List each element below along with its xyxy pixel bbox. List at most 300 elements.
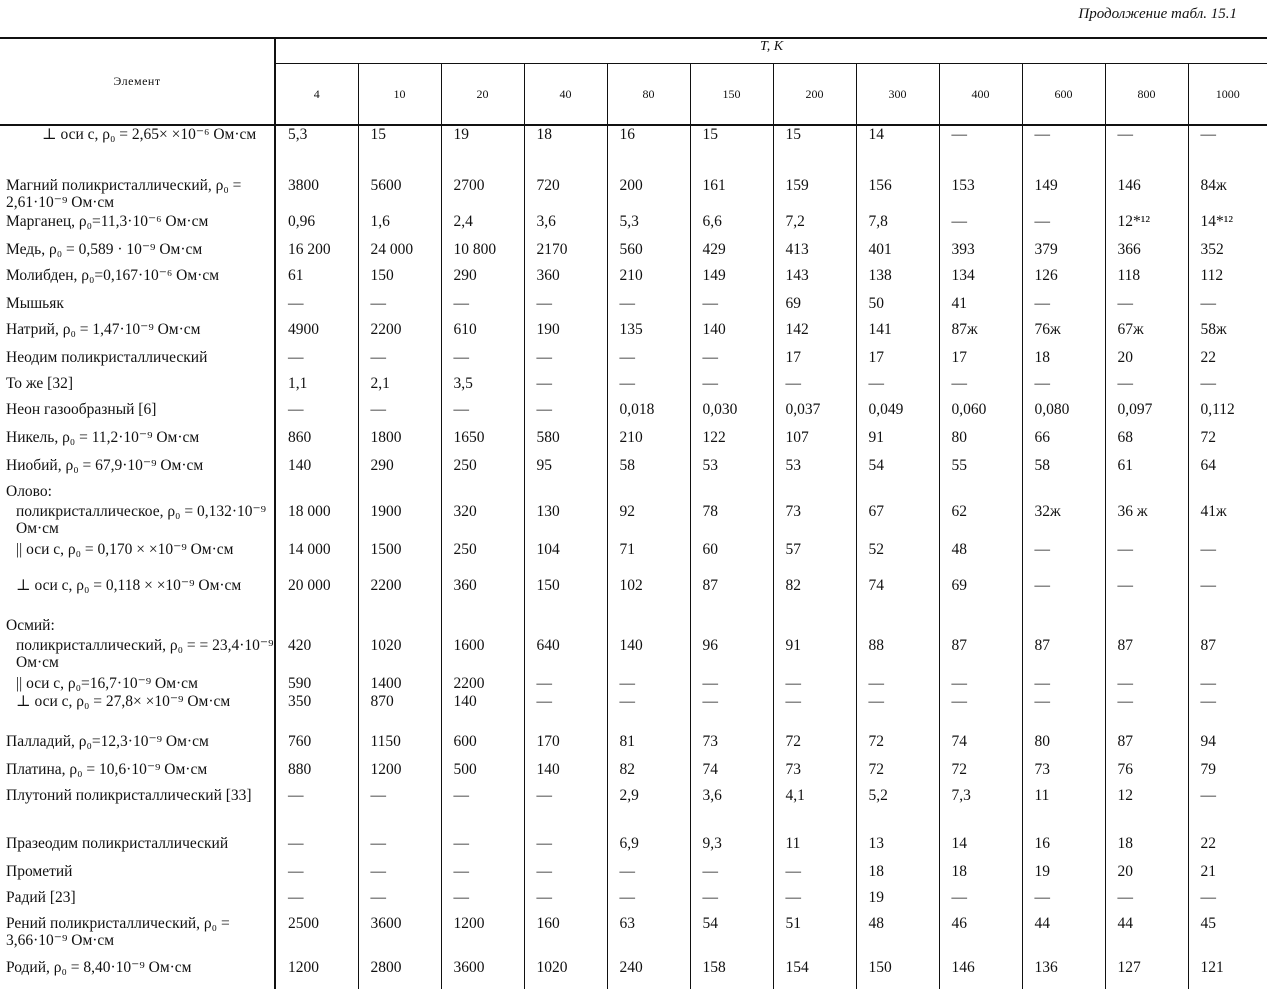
value-cell: 320 [441,503,524,541]
value-cell: — [358,787,441,835]
table-row [0,429,1267,457]
value-cell: 1150 [358,733,441,761]
value-cell: 1,6 [358,213,441,241]
value-cell: 290 [358,457,441,483]
value-cell: 760 [275,733,358,761]
value-cell: 560 [607,241,690,267]
value-cell: — [275,787,358,835]
value-cell: 18 000 [275,503,358,541]
value-cell: 4900 [275,321,358,349]
value-cell: 87 [1105,637,1188,675]
value-cell: 80 [939,429,1022,457]
value-cell: — [1022,375,1105,401]
value-cell: 142 [773,321,856,349]
value-cell: — [856,693,939,733]
value-cell: 50 [856,295,939,321]
value-cell: 500 [441,761,524,787]
value-cell: 0,96 [275,213,358,241]
value-cell: — [690,675,773,693]
value-cell [1022,483,1105,503]
value-cell [1105,617,1188,637]
value-cell: 121 [1200,959,1224,976]
value-cell: 94 [1200,733,1216,750]
value-cell: 7,3 [939,787,1022,835]
value-cell: 610 [441,321,524,349]
value-cell: — [939,125,1022,177]
value-cell: 149 [690,267,773,295]
value-cell: 4,1 [773,787,856,835]
value-cell: 72 [939,761,1022,787]
value-cell: 150 [524,577,607,617]
value-cell: 91 [773,637,856,675]
value-cell: 48 [856,915,939,959]
value-cell: 72 [773,733,856,761]
value-cell: 2,1 [358,375,441,401]
value-cell: — [358,835,441,863]
value-cell: — [607,889,690,915]
value-cell: 360 [441,577,524,617]
value-cell: 16 [607,125,690,177]
value-cell: — [607,295,690,321]
value-cell: 5600 [358,177,441,213]
value-cell: — [939,675,1022,693]
value-cell: — [1200,693,1216,710]
value-cell: 146 [939,959,1022,989]
value-cell: 66 [1022,429,1105,457]
value-cell: 104 [524,541,607,577]
value-cell: 74 [856,577,939,617]
value-cell: 150 [358,267,441,295]
value-cell: 18 [1022,349,1105,375]
value-cell: 51 [773,915,856,959]
value-cell: 107 [773,429,856,457]
value-cell: — [1105,693,1188,733]
value-cell: — [1022,675,1105,693]
value-cell: 68 [1105,429,1188,457]
value-cell: 1900 [358,503,441,541]
value-cell: 36 ж [1105,503,1188,541]
value-cell: — [441,401,524,429]
value-cell: 126 [1022,267,1105,295]
value-cell: — [275,835,358,863]
value-cell: 74 [939,733,1022,761]
value-cell: — [441,835,524,863]
temperature-column-header: 20 [441,64,524,126]
value-cell: 72 [856,761,939,787]
value-cell: 13 [856,835,939,863]
element-name-cell: Мышьяк [0,295,275,321]
value-cell: 73 [773,503,856,541]
value-cell: 87 [939,637,1022,675]
value-cell: — [939,375,1022,401]
value-cell: 150 [856,959,939,989]
value-cell: 10 800 [441,241,524,267]
value-cell: 22 [1200,349,1216,366]
value-cell [524,617,607,637]
value-cell: 95 [524,457,607,483]
value-cell: — [607,675,690,693]
value-cell: — [690,693,773,733]
value-cell: — [524,375,607,401]
value-cell: 2170 [524,241,607,267]
table-row [0,761,1267,787]
value-cell: 140 [524,761,607,787]
temperature-header: T, К [275,38,1267,64]
value-cell: — [1022,577,1105,617]
value-cell: 15 [358,125,441,177]
value-cell: — [1200,675,1216,692]
value-cell: 12*¹² [1105,213,1188,241]
value-cell: 61 [1105,457,1188,483]
value-cell: 20 000 [275,577,358,617]
value-cell: — [690,375,773,401]
table-row [0,889,1267,915]
value-cell: 136 [1022,959,1105,989]
value-cell: — [1022,541,1105,577]
value-cell: 0,112 [1200,401,1235,418]
table-row [0,267,1267,295]
value-cell: 210 [607,267,690,295]
value-cell: — [773,675,856,693]
value-cell: 19 [856,889,939,915]
value-cell: 14 [939,835,1022,863]
element-name-cell: То же [32] [0,375,275,401]
value-cell: 160 [524,915,607,959]
table-row [0,959,1267,989]
value-cell: — [358,295,441,321]
value-cell: 41ж [1200,503,1227,520]
value-cell: 11 [1022,787,1105,835]
value-cell: 78 [690,503,773,541]
value-cell: — [1105,541,1188,577]
value-cell: 401 [856,241,939,267]
value-cell: 17 [856,349,939,375]
value-cell: 130 [524,503,607,541]
value-cell: 84ж [1200,177,1227,194]
value-cell: 880 [275,761,358,787]
value-cell: 18 [524,125,607,177]
temperature-column-header: 300 [856,64,939,126]
value-cell: — [1200,541,1216,558]
value-cell: 1200 [275,959,358,989]
value-cell: 48 [939,541,1022,577]
value-cell: 5,3 [275,125,358,177]
value-cell: 102 [607,577,690,617]
value-cell: 67ж [1105,321,1188,349]
value-cell: 3,6 [690,787,773,835]
value-cell: 91 [856,429,939,457]
element-name-cell: Марганец, ρ₀=11,3·10⁻⁶ Ом·см [0,213,275,241]
table-row [0,375,1267,401]
value-cell: 158 [690,959,773,989]
value-cell: 580 [524,429,607,457]
value-cell: 143 [773,267,856,295]
value-cell: 360 [524,267,607,295]
element-name-cell: ⊥ оси c, ρ₀ = 27,8× ×10⁻⁹ Ом·см [0,693,275,733]
value-cell [690,483,773,503]
value-cell: 61 [275,267,358,295]
value-cell: 3,5 [441,375,524,401]
value-cell: 2800 [358,959,441,989]
value-cell: 2,4 [441,213,524,241]
table-row [0,125,1267,177]
value-cell: 87 [690,577,773,617]
element-name-cell: Рений поликристаллический, ρ₀ = 3,66·10⁻⁹ Ом·см [0,915,275,959]
value-cell: 250 [441,541,524,577]
element-name-cell: Прометий [0,863,275,889]
element-name-cell: ⊥ оси c, ρ₀ = 0,118 × ×10⁻⁹ Ом·см [0,577,275,617]
value-cell: 87 [1022,637,1105,675]
temperature-column-header: 150 [690,64,773,126]
value-cell: 45 [1200,915,1216,932]
value-cell: 2,9 [607,787,690,835]
element-column-header: Элемент [0,38,275,125]
value-cell: 3600 [441,959,524,989]
value-cell: 161 [690,177,773,213]
value-cell: 413 [773,241,856,267]
temperature-column-header: 200 [773,64,856,126]
value-cell: 290 [441,267,524,295]
table-row [0,617,1267,637]
element-name-cell: Платина, ρ₀ = 10,6·10⁻⁹ Ом·см [0,761,275,787]
value-cell: 156 [856,177,939,213]
element-name-cell: Ниобий, ρ₀ = 67,9·10⁻⁹ Ом·см [0,457,275,483]
element-name-cell: Осмий: [0,617,275,637]
value-cell: 1020 [524,959,607,989]
value-cell: — [275,295,358,321]
table-row [0,915,1267,959]
value-cell: 170 [524,733,607,761]
value-cell: 67 [856,503,939,541]
value-cell: 366 [1105,241,1188,267]
value-cell: — [1022,295,1105,321]
value-cell: 79 [1200,761,1216,778]
value-cell: — [524,675,607,693]
value-cell: 240 [607,959,690,989]
value-cell: — [607,693,690,733]
value-cell: 0,037 [773,401,856,429]
value-cell: 72 [856,733,939,761]
value-cell: 74 [690,761,773,787]
value-cell: 154 [773,959,856,989]
value-cell: — [524,787,607,835]
value-cell: 6,9 [607,835,690,863]
value-cell: 21 [1200,863,1216,880]
value-cell: 7,8 [856,213,939,241]
value-cell: 0,060 [939,401,1022,429]
value-cell: 73 [690,733,773,761]
element-name-cell: Никель, ρ₀ = 11,2·10⁻⁹ Ом·см [0,429,275,457]
table-row [0,457,1267,483]
value-cell: — [773,889,856,915]
value-cell: 2200 [358,321,441,349]
value-cell [856,617,939,637]
value-cell [1022,617,1105,637]
temperature-column-header: 400 [939,64,1022,126]
value-cell [690,617,773,637]
table-row [0,863,1267,889]
value-cell: — [358,349,441,375]
value-cell: — [441,863,524,889]
temperature-column-header: 600 [1022,64,1105,126]
value-cell: 2200 [358,577,441,617]
value-cell: 2500 [275,915,358,959]
value-cell: 53 [690,457,773,483]
table-row [0,177,1267,213]
value-cell: — [1200,787,1216,804]
value-cell: — [441,889,524,915]
value-cell: — [690,889,773,915]
value-cell: 44 [1022,915,1105,959]
value-cell: 3,6 [524,213,607,241]
value-cell: — [607,375,690,401]
element-name-cell: Неон газообразный [6] [0,401,275,429]
value-cell: 96 [690,637,773,675]
value-cell: 200 [607,177,690,213]
value-cell: — [1022,213,1105,241]
value-cell: — [524,863,607,889]
value-cell: 73 [1022,761,1105,787]
value-cell: 15 [690,125,773,177]
value-cell: 54 [690,915,773,959]
value-cell: 9,3 [690,835,773,863]
value-cell: 76ж [1022,321,1105,349]
value-cell: — [358,889,441,915]
value-cell: 1200 [441,915,524,959]
element-name-cell: Олово: [0,483,275,503]
value-cell: 210 [607,429,690,457]
value-cell: 429 [690,241,773,267]
value-cell: — [856,375,939,401]
value-cell: 0,049 [856,401,939,429]
value-cell [358,617,441,637]
value-cell: 5,3 [607,213,690,241]
value-cell [358,483,441,503]
value-cell: 250 [441,457,524,483]
value-cell: — [1022,889,1105,915]
element-name-cell: поликристаллический, ρ₀ = = 23,4·10⁻⁹ Ом·см [0,637,275,675]
table-row [0,541,1267,577]
value-cell: 720 [524,177,607,213]
value-cell: 352 [1200,241,1224,258]
table-row [0,401,1267,429]
temperature-column-header: 80 [607,64,690,126]
table-row [0,503,1267,541]
value-cell: 18 [856,863,939,889]
value-cell: 14 [856,125,939,177]
value-cell: 81 [607,733,690,761]
value-cell: 1500 [358,541,441,577]
value-cell: 69 [939,577,1022,617]
value-cell: 62 [939,503,1022,541]
value-cell: 122 [690,429,773,457]
value-cell: 153 [939,177,1022,213]
value-cell: 0,030 [690,401,773,429]
value-cell: 87ж [939,321,1022,349]
element-name-cell: || оси c, ρ₀ = 0,170 × ×10⁻⁹ Ом·см [0,541,275,577]
value-cell: 5,2 [856,787,939,835]
value-cell: 20 [1105,349,1188,375]
value-cell [524,483,607,503]
value-cell: 12 [1105,787,1188,835]
value-cell: 6,6 [690,213,773,241]
element-name-cell: поликристаллическое, ρ₀ = 0,132·10⁻⁹ Ом·см [0,503,275,541]
value-cell: 127 [1105,959,1188,989]
table-row [0,349,1267,375]
value-cell: — [441,787,524,835]
value-cell: 135 [607,321,690,349]
value-cell: 64 [1200,457,1216,474]
value-cell: 1800 [358,429,441,457]
value-cell: 19 [441,125,524,177]
value-cell [939,617,1022,637]
value-cell: 82 [607,761,690,787]
value-cell [856,483,939,503]
value-cell: — [524,401,607,429]
element-name-cell: Плутоний поликристаллический [33] [0,787,275,835]
value-cell: 146 [1105,177,1188,213]
value-cell: 52 [856,541,939,577]
value-cell: 69 [773,295,856,321]
value-cell [1105,483,1188,503]
value-cell: 870 [358,693,441,733]
value-cell: — [1105,889,1188,915]
value-cell: — [441,349,524,375]
value-cell: 141 [856,321,939,349]
value-cell: — [1105,125,1188,177]
value-cell [773,617,856,637]
value-cell: 140 [275,457,358,483]
value-cell [939,483,1022,503]
value-cell: — [524,693,607,733]
table-row [0,295,1267,321]
value-cell: 71 [607,541,690,577]
temperature-column-header: 800 [1105,64,1188,126]
value-cell: 11 [773,835,856,863]
value-cell: 190 [524,321,607,349]
value-cell: 58ж [1200,321,1227,338]
value-cell: — [939,213,1022,241]
table-row [0,241,1267,267]
value-cell: 860 [275,429,358,457]
temperature-column-header: 1000 [1188,64,1267,126]
table-row [0,483,1267,503]
value-cell: — [939,693,1022,733]
value-cell: 2700 [441,177,524,213]
value-cell: 1200 [358,761,441,787]
table-row [0,321,1267,349]
temperature-column-header: 40 [524,64,607,126]
resistivity-table [0,37,1267,989]
value-cell: 55 [939,457,1022,483]
value-cell: — [524,835,607,863]
value-cell: 140 [690,321,773,349]
value-cell: 159 [773,177,856,213]
value-cell: — [1105,577,1188,617]
value-cell: 640 [524,637,607,675]
value-cell: 60 [690,541,773,577]
element-name-cell: Натрий, ρ₀ = 1,47·10⁻⁹ Ом·см [0,321,275,349]
value-cell: 16 [1022,835,1105,863]
value-cell: — [856,675,939,693]
value-cell: — [524,349,607,375]
element-name-cell: || оси c, ρ₀=16,7·10⁻⁹ Ом·см [0,675,275,693]
value-cell: 14 000 [275,541,358,577]
value-cell: 44 [1105,915,1188,959]
value-cell: — [773,863,856,889]
value-cell: 18 [1105,835,1188,863]
table-row [0,733,1267,761]
